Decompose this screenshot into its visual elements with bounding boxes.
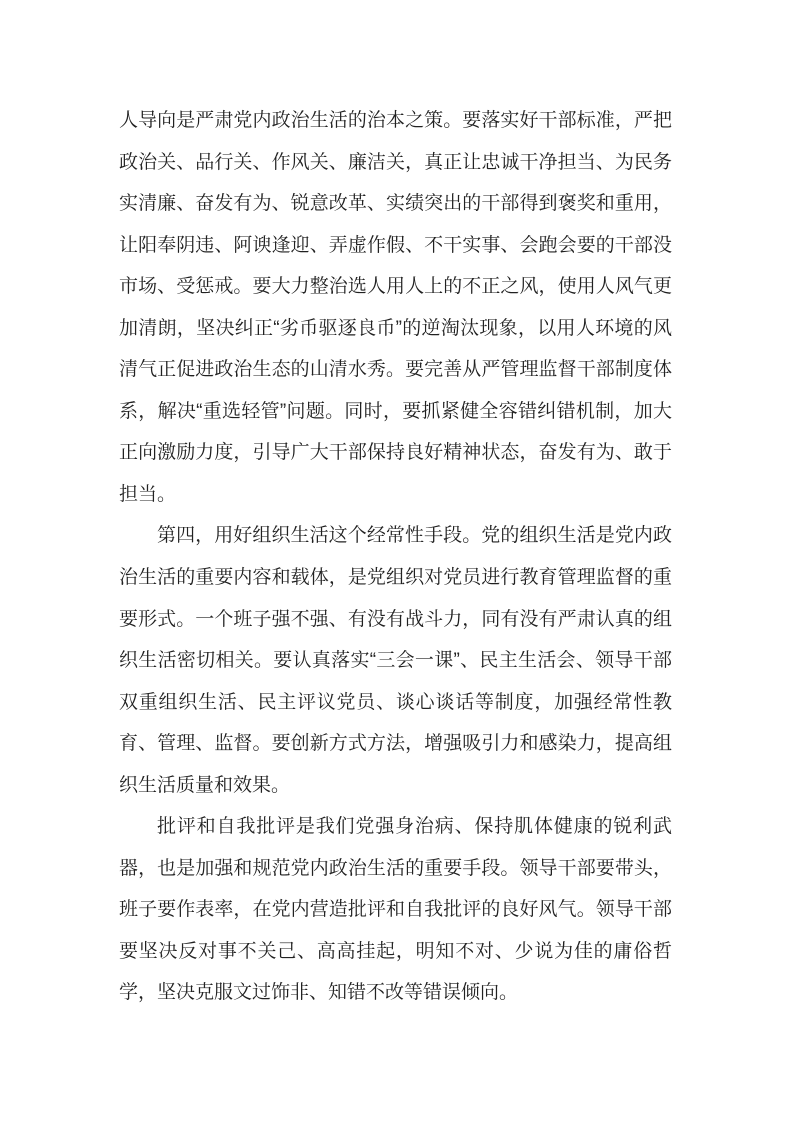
paragraph-2: 第四，用好组织生活这个经常性手段。党的组织生活是党内政治生活的重要内容和载体，是党组织对党员进行教育管理监督的重要形式。一个班子强不强、有没有战斗力，同有没有严肃认真的组织生活密切相关。要认真落实“三会一课”、民主生活会、领导干部双重组织生活、民主评议党员、谈心谈话等制度，加强经常性教育、管理、监督。要创新方式方法，增强吸引力和感染力，提高组织生活质量和效果。: [119, 525, 672, 796]
document-text-block: [119, 100, 672, 1014]
paragraph-1: 人导向是严肃党内政治生活的治本之策。要落实好干部标准，严把政治关、品行关、作风关、廉洁关，真正让忠诚干净担当、为民务实清廉、奋发有为、锐意改革、实绩突出的干部得到褒奖和重用，让阳奉阴违、阿谀逢迎、弄虚作假、不干实事、会跑会要的干部没市场、受惩戒。要大力整治选人用人上的不正之风，使用人风气更加清朗，坚决纠正“劣币驱逐良币”的逆淘汰现象，以用人环境的风清气正促进政治生态的山清水秀。要完善从严管理监督干部制度体系，解决“重选轻管”问题。同时，要抓紧健全容错纠错机制，加大正向激励力度，引导广大干部保持良好精神状态，奋发有为、敢于担当。: [119, 110, 672, 505]
paragraph-3: 批评和自我批评是我们党强身治病、保持肌体健康的锐利武器，也是加强和规范党内政治生活的重要手段。领导干部要带头，班子要作表率，在党内营造批评和自我批评的良好风气。领导干部要坚决反对事不关己、高高挂起，明知不对、少说为佳的庸俗哲学，坚决克服文过饰非、知错不改等错误倾向。: [119, 816, 672, 1004]
